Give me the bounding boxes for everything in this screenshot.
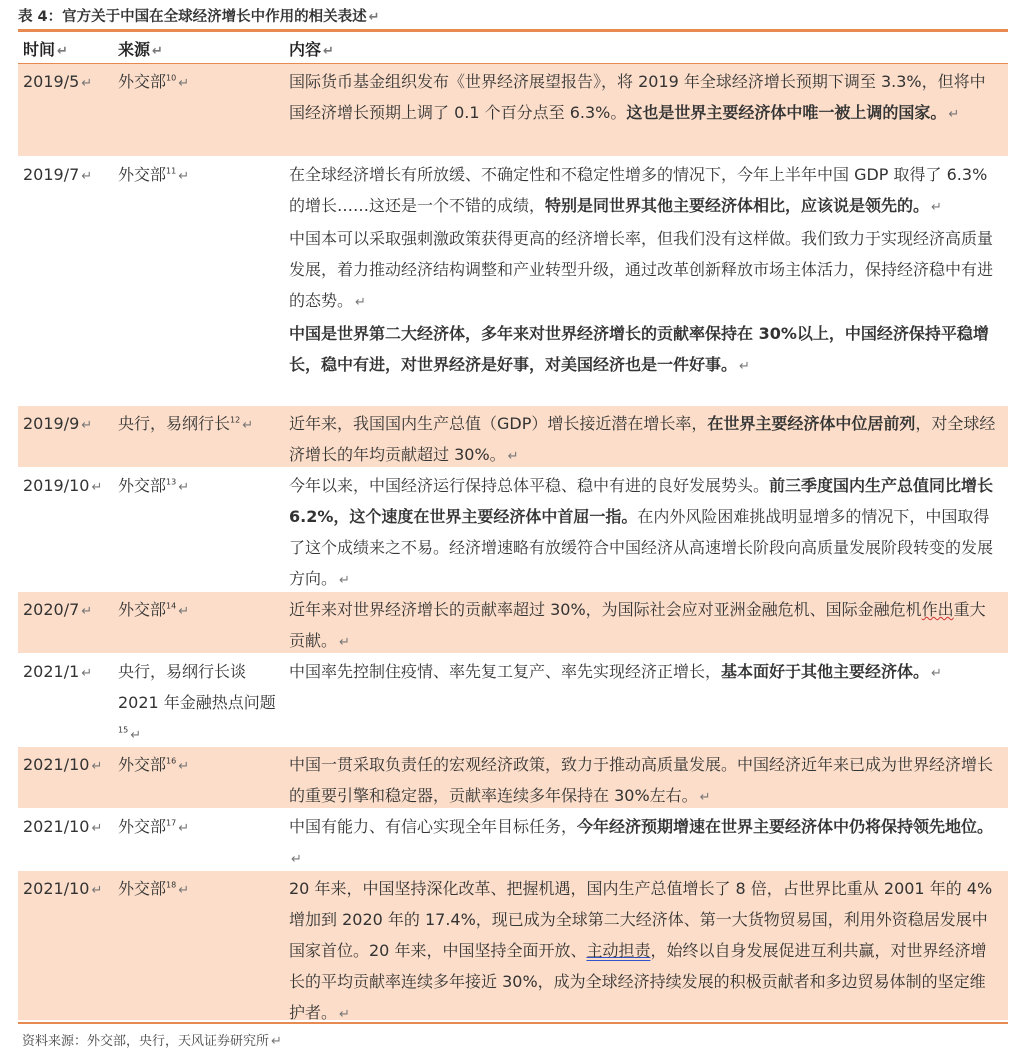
table-row xyxy=(18,809,1008,871)
row-time: 2021/10 ↵ xyxy=(23,879,103,898)
header-content: 内容 ↵ xyxy=(289,40,334,59)
row-source: 央行，易纲行长谈 2021 年金融热点问题$^{15}$ ↵ xyxy=(118,662,276,743)
row-content: 中国率先控制住疫情、率先复工复产、率先实现经济正增长，基本面好于其他主要经济体。 ↵ xyxy=(289,662,942,681)
table-row xyxy=(18,654,1008,747)
row-source: 外交部$^{18}$ ↵ xyxy=(118,879,190,898)
row-content: 中国有能力、有信心实现全年目标任务，今年经济预期增速在世界主要经济体中仍将保持领先地位。↵ xyxy=(289,817,994,867)
row-content: 20 年来，中国坚持深化改革、把握机遇，国内生产总值增长了 8 倍，占世界比重从 2001 年的 4%增加到 2020 年的 17.4%，现已成为全球第二大经济体、第一大货物贸易国，利用外资稳居发展中国家首位。20 年来，中国坚持全面开放、主动担责，始终以自身发展促进互利共赢，对世界经济增长的平均贡献率连续多年接近 30%，成为全球经济持续发展的积极贡献者和多边贸易体制的坚定维护者。 ↵ xyxy=(289,879,993,1022)
table-row xyxy=(18,592,1008,654)
header-time: 时间 ↵ xyxy=(23,40,68,59)
row-content: 中国一贯采取负责任的宏观经济政策，致力于推动高质量发展。中国经济近年来已成为世界经济增长的重要引擎和稳定器，贡献率连续多年保持在 30%左右。 ↵ xyxy=(289,755,994,805)
row-time: 2019/7 ↵ xyxy=(23,165,93,184)
spellcheck-underline: 作出 xyxy=(921,600,954,619)
table-caption: 表 4：官方关于中国在全球经济增长中作用的相关表述 ↵ xyxy=(18,9,380,25)
row-source: 外交部$^{14}$ ↵ xyxy=(118,600,190,619)
source-note: 资料来源：外交部，央行，天风证券研究所 ↵ xyxy=(22,1034,282,1049)
row-time: 2021/1 ↵ xyxy=(23,662,93,681)
grammar-underline: 主动担责 xyxy=(586,941,651,960)
row-source: 央行，易纲行长$^{12}$ ↵ xyxy=(118,414,254,433)
row-source: 外交部$^{17}$ ↵ xyxy=(118,817,190,836)
table-row xyxy=(18,871,1008,1021)
table-row xyxy=(18,468,1008,592)
table-row xyxy=(18,747,1008,809)
row-source: 外交部$^{13}$ ↵ xyxy=(118,476,190,495)
row-content: 近年来对世界经济增长的贡献率超过 30%，为国际社会应对亚洲金融危机、国际金融危机作出重大贡献。 ↵ xyxy=(289,600,986,650)
row-content: 国际货币基金组织发布《世界经济展望报告》，将 2019 年全球经济增长预期下调至 3.3%，但将中国经济增长预期上调了 0.1 个百分点至 6.3%。这也是世界主要经济体中唯一被上调的国家。 ↵ xyxy=(289,72,986,122)
row-source: 外交部$^{11}$ ↵ xyxy=(118,165,190,184)
table-row xyxy=(18,157,1008,406)
table-row xyxy=(18,406,1008,468)
row-time: 2021/10 ↵ xyxy=(23,755,103,774)
row-content: 近年来，我国国内生产总值（GDP）增长接近潜在增长率，在世界主要经济体中位居前列，对全球经济增长的年均贡献超过 30%。 ↵ xyxy=(289,414,996,464)
row-content xyxy=(289,159,1001,382)
table-header xyxy=(18,33,1008,63)
row-time: 2020/7 ↵ xyxy=(23,600,93,619)
header-source: 来源 ↵ xyxy=(118,40,163,59)
paragraph: 中国是世界第二大经济体，多年来对世界经济增长的贡献率保持在 30%以上，中国经济保持平稳增长，稳中有进，对世界经济是好事，对美国经济也是一件好事。 ↵ xyxy=(289,324,989,374)
paragraph: 在全球经济增长有所放缓、不确定性和不稳定性增多的情况下，今年上半年中国 GDP 取得了 6.3%的增长……这还是一个不错的成绩，特别是同世界其他主要经济体相比，应该说是领先的。 ↵ xyxy=(289,165,988,215)
row-time: 2019/10 ↵ xyxy=(23,476,103,495)
top-rule xyxy=(18,29,1008,32)
row-time: 2021/10 ↵ xyxy=(23,817,103,836)
row-time: 2019/9 ↵ xyxy=(23,414,93,433)
bottom-rule xyxy=(18,1022,1008,1024)
paragraph: 中国本可以采取强刺激政策获得更高的经济增长率，但我们没有这样做。我们致力于实现经济高质量发展，着力推动经济结构调整和产业转型升级，通过改革创新释放市场主体活力，保持经济稳中有进的态势。 ↵ xyxy=(289,229,994,310)
row-time: 2019/5 ↵ xyxy=(23,72,93,91)
row-source: 外交部$^{16}$ ↵ xyxy=(118,755,190,774)
row-source: 外交部$^{10}$ ↵ xyxy=(118,72,190,91)
row-content: 今年以来，中国经济运行保持总体平稳、稳中有进的良好发展势头。前三季度国内生产总值同比增长 6.2%，这个速度在世界主要经济体中首屈一指。在内外风险困难挑战明显增多的情况下，中国取得了这个成绩来之不易。经济增速略有放缓符合中国经济从高速增长阶段向高质量发展阶段转变的发展方向。 ↵ xyxy=(289,476,994,588)
table-row xyxy=(18,64,1008,157)
